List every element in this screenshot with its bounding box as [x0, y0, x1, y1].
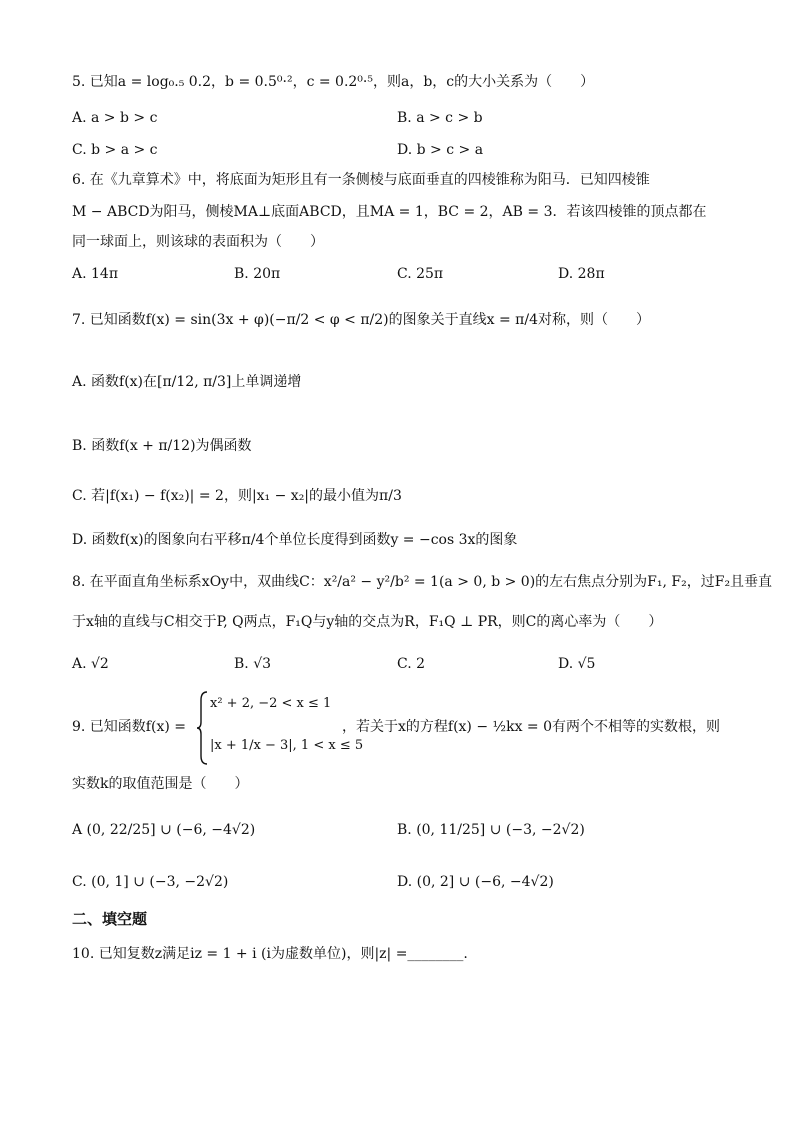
q7-option-d: D. 函数f(x)的图象向右平移π/4个单位长度得到函数y = −cos 3x的图象 [72, 532, 518, 548]
q5-option-d: D. b > c > a [397, 142, 484, 158]
q9-piece-2: |x + 1/x − 3|, 1 < x ≤ 5 [210, 738, 364, 753]
q9-stem-right: ，若关于x的方程f(x) − ½kx = 0有两个不相等的实数根，则 [342, 719, 721, 735]
section-heading-fill-in: 二、填空题 [72, 910, 148, 928]
q5-option-c: C. b > a > c [72, 142, 158, 158]
q9-option-a: A (0, 22/25] ∪ (−6, −4√2) [72, 822, 256, 838]
q9-option-d: D. (0, 2] ∪ (−6, −4√2) [397, 874, 554, 890]
q9-option-b: B. (0, 11/25] ∪ (−3, −2√2) [397, 822, 585, 838]
q8-stem-line1: 8. 在平面直角坐标系xOy中，双曲线C：x²/a² − y²/b² = 1(a > 0, b > 0)的左右焦点分别为F₁, F₂，过F₂且垂直 [72, 574, 773, 590]
q6-option-d: D. 28π [558, 266, 605, 282]
q5-stem: 5. 已知a = log₀.₅ 0.2，b = 0.5⁰·²，c = 0.2⁰·⁵，则a，b，c的大小关系为（ ） [72, 74, 595, 90]
q9-option-c: C. (0, 1] ∪ (−3, −2√2) [72, 874, 229, 890]
q7-option-b: B. 函数f(x + π/12)为偶函数 [72, 438, 252, 454]
q6-stem-line1: 6. 在《九章算术》中，将底面为矩形且有一条侧棱与底面垂直的四棱锥称为阳马．已知四棱锥 [72, 172, 650, 188]
q10-stem: 10. 已知复数z满足iz = 1 + i (i为虚数单位)，则|z| =________. [72, 946, 468, 962]
q8-option-b: B. √3 [234, 656, 272, 672]
q6-option-b: B. 20π [234, 266, 281, 282]
q7-option-c: C. 若|f(x₁) − f(x₂)| = 2，则|x₁ − x₂|的最小值为π/3 [72, 488, 402, 504]
q6-stem-line3: 同一球面上，则该球的表面积为（ ） [72, 234, 324, 250]
q8-option-a: A. √2 [72, 656, 109, 672]
q6-option-a: A. 14π [72, 266, 119, 282]
q9-stem-line2: 实数k的取值范围是（ ） [72, 776, 249, 792]
q7-option-a: A. 函数f(x)在[π/12, π/3]上单调递增 [72, 374, 302, 390]
q6-stem-line2: M − ABCD为阳马，侧棱MA⊥底面ABCD，且MA = 1，BC = 2，AB = 3．若该四棱锥的顶点都在 [72, 204, 707, 220]
q8-option-c: C. 2 [397, 656, 426, 672]
q6-option-c: C. 25π [397, 266, 444, 282]
q8-stem-line2: 于x轴的直线与C相交于P, Q两点，F₁Q与y轴的交点为R，F₁Q ⊥ PR，则C的离心率为（ ） [72, 614, 663, 630]
q5-option-b: B. a > c > b [397, 110, 483, 126]
q5-option-a: A. a > b > c [72, 110, 158, 126]
q9-brace [196, 690, 210, 766]
q9-stem-left: 9. 已知函数f(x) = [72, 719, 186, 735]
q8-option-d: D. √5 [558, 656, 596, 672]
q9-piece-1: x² + 2, −2 < x ≤ 1 [210, 696, 332, 711]
q7-stem: 7. 已知函数f(x) = sin(3x + φ)(−π/2 < φ < π/2)的图象关于直线x = π/4对称，则（ ） [72, 312, 650, 328]
